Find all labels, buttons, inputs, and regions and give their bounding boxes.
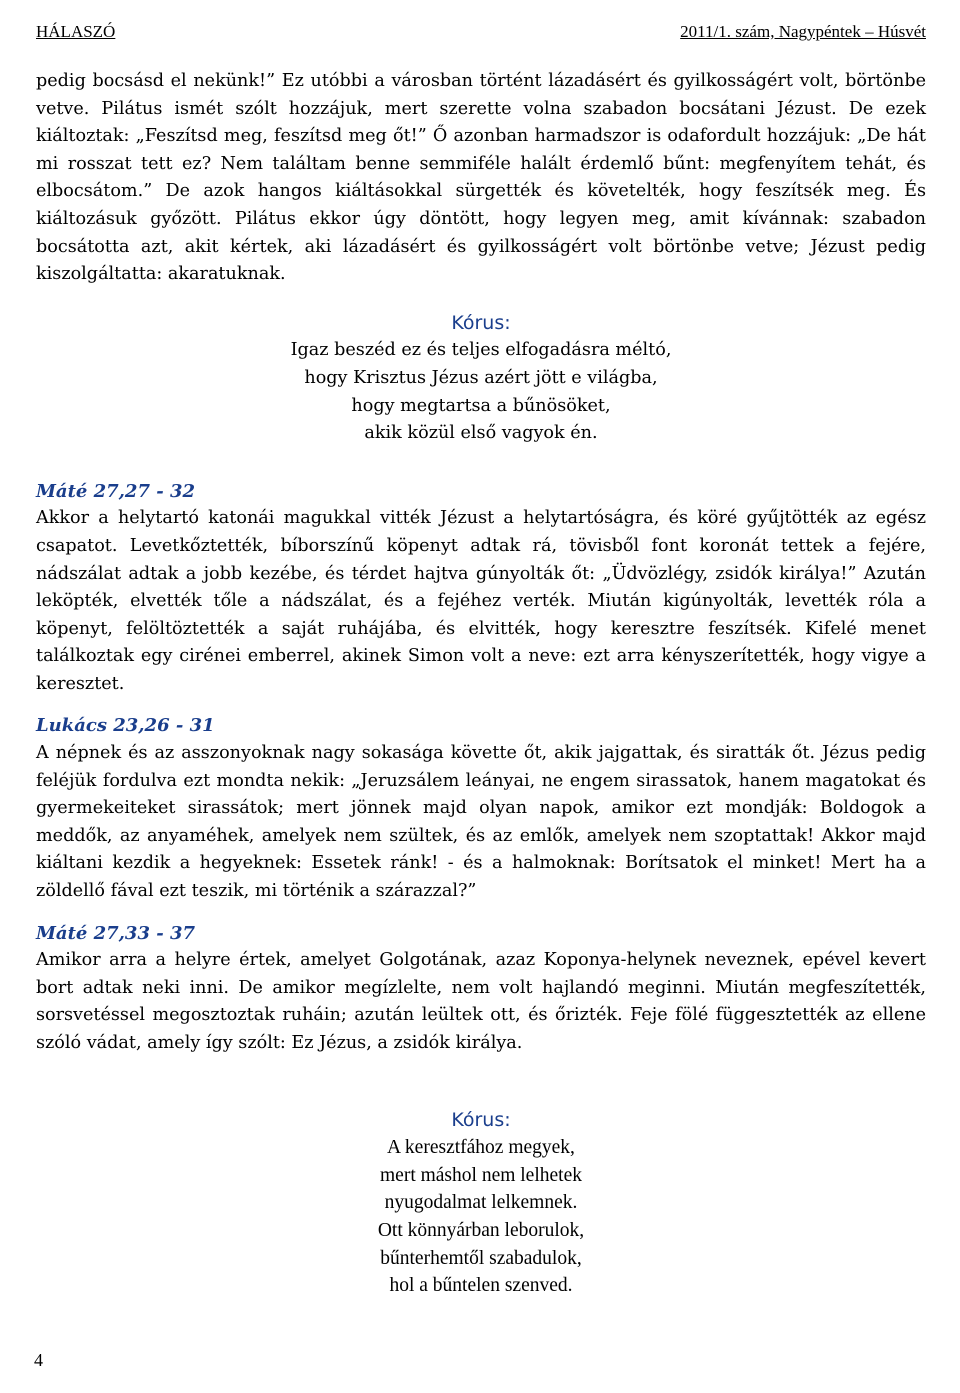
- chorus-line: Igaz beszéd ez és teljes elfogadásra méltó,: [290, 340, 672, 361]
- chorus-line: akik közül első vagyok én.: [364, 423, 598, 444]
- issue-info: 2011/1. szám, Nagypéntek – Húsvét: [680, 22, 926, 41]
- chorus-line: nyugodalmat lelkemnek.: [384, 1192, 578, 1214]
- chorus-line: hogy megtartsa a bűnösöket,: [351, 395, 611, 416]
- scripture-reference: Lukács 23,26 - 31: [36, 715, 215, 737]
- scripture-text: A népnek és az asszonyoknak nagy sokasága követte őt, akik jajgattak, és siratták őt. Jézus pedig feléjük fordulva ezt mondta nekik: „Jeruzsálem leányai, ne engem sirassatok, hanem magatokat és gyermekeiteket sirassátok; mert jönnek majd olyan napok, amikor ezt mondják: Boldogok a meddők, az anyaméhek, amelyek nem szültek, és az emlők, amelyek nem szoptattak! Akkor majd kiáltani kezdik a hegyeknek: Essetek ránk! - és a halmoknak: Borítsatok el minket! Mert ha a zöldellő fával ezt teszik, mi történik a szárazzal?”: [36, 743, 926, 902]
- scripture-text: Akkor a helytartó katonái magukkal vitték Jézust a helytartóságra, és köré gyűjtötték az egész csapatot. Levetkőztették, bíborszínű köpenyt adtak rá, tövisből font koronát tettek a fejére, nádszálat adtak a jobb kezébe, és térdet hajtva gúnyolták őt: „Üdvözlégy, zsidók királya!” Azután leköpték, elvették tőle a nádszálat, és a fejéhez verték. Miután kigúnyolták, levették róla a köpenyt, felöltöztették a saját ruhájába, és elvitték, hogy keresztre feszítsék. Kifelé menet találkoztak egy cirénei emberrel, akinek Simon volt a neve: ezt arra kényszerítették, hogy vigye a keresztet.: [36, 508, 926, 694]
- chorus-title: Kórus:: [451, 311, 511, 334]
- scripture-reference: Máté 27,27 - 32: [36, 480, 196, 502]
- chorus-line: Ott könnyárban leborulok,: [377, 1219, 585, 1241]
- intro-paragraph: pedig bocsásd el nekünk!” Ez utóbbi a városban történt lázadásért és gyilkosságért volt, börtönbe vetve. Pilátus ismét szólt hozzájuk, mert szerette volna szabadon bocsátani Jézust. De ezek kiáltoztak: „Feszítsd meg, feszítsd meg őt!” Ő azonban harmadszor is odafordult hozzájuk: „De hát mi rosszat tett ez? Nem találtam benne semmiféle halált érdemlő bűnt: megfenyítem tehát, és elbocsátom.” De azok hangos kiáltásokkal sürgették és követelték, hogy feszítsék meg. És kiáltozásuk győzött. Pilátus ekkor úgy döntött, hogy legyen meg, amit kívánnak: szabadon bocsátotta azt, akit kértek, aki lázadásért és gyilkosságért volt börtönbe vetve; Jézust pedig kiszolgáltatta: akaratuknak.: [36, 71, 926, 285]
- chorus-line: A keresztfához megyek,: [387, 1137, 575, 1159]
- page-number: 4: [34, 1350, 43, 1370]
- scripture-section-luke-23-26: [36, 712, 926, 905]
- chorus-block-2: [36, 1107, 926, 1300]
- page-content: [36, 68, 926, 1300]
- page-header: [36, 22, 926, 42]
- scripture-reference: Máté 27,33 - 37: [36, 922, 196, 944]
- scripture-text: Amikor arra a helyre értek, amelyet Golgotának, azaz Koponya-helynek neveznek, epével kevert bort adtak neki inni. De amikor megízlelte, nem volt hajlandó meginni. Miután megfeszítették, sorsvetéssel megosztoztak ruháin; azután leültek ott, és őrizték. Feje fölé függesztették az ellene szóló vádat, amely így szólt: Ez Jézus, a zsidók királya.: [36, 950, 926, 1053]
- publication-title: HÁLASZÓ: [36, 22, 116, 41]
- scripture-section-matthew-27-27: [36, 478, 926, 699]
- chorus-line: hol a bűntelen szenved.: [389, 1275, 573, 1297]
- scripture-section-matthew-27-33: [36, 920, 926, 1058]
- chorus-title: Kórus:: [451, 1108, 511, 1131]
- chorus-block-1: [36, 310, 926, 448]
- chorus-line: hogy Krisztus Jézus azért jött e világba,: [304, 367, 658, 388]
- chorus-line: mert máshol nem lelhetek: [380, 1164, 582, 1186]
- chorus-line: bűnterhemtől szabadulok,: [380, 1247, 582, 1269]
